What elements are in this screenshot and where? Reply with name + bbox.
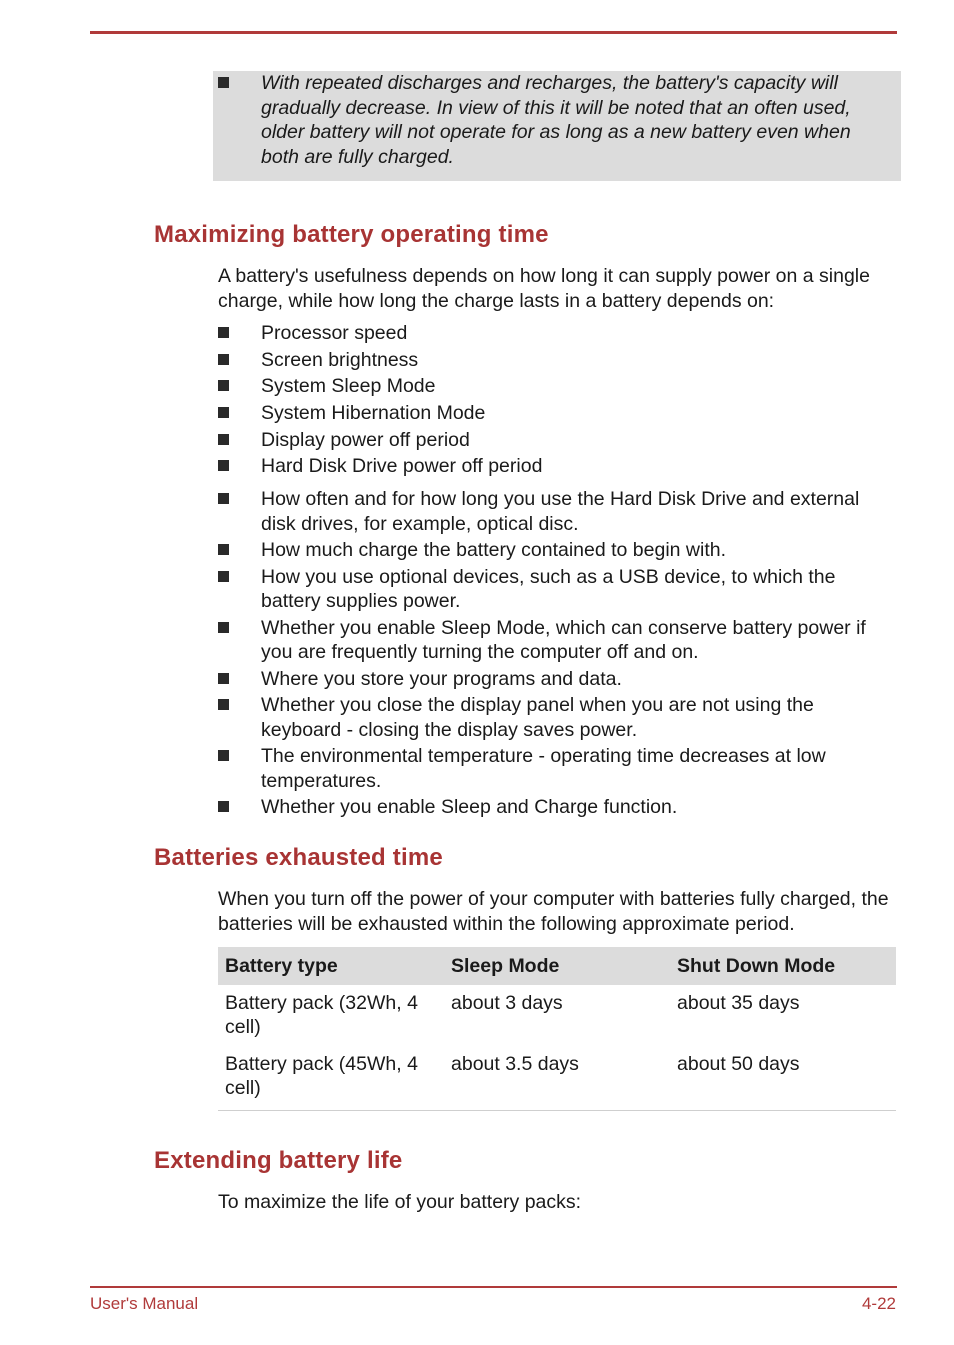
list-item: Whether you enable Sleep and Charge function. [218, 795, 898, 820]
bullet-square-icon [218, 544, 229, 555]
footer-page-number: 4-22 [861, 1294, 896, 1313]
section-intro-exhausted: When you turn off the power of your computer with batteries fully charged, the batteries will be exhausted within the following approximate period. [218, 888, 889, 935]
table-cell: Battery pack (32Wh, 4 cell) [225, 992, 418, 1038]
list-item: Screen brightness [218, 348, 898, 375]
table-cell: about 50 days [670, 1046, 896, 1111]
section-intro-extending: To maximize the life of your battery packs: [218, 1191, 582, 1213]
section-heading-extending: Extending battery life [154, 1147, 403, 1174]
bullet-square-icon [218, 407, 229, 418]
bullet-square-icon [218, 327, 229, 338]
list-item: System Sleep Mode [218, 374, 898, 401]
table-header-cell: Sleep Mode [444, 947, 670, 985]
table-header-cell: Shut Down Mode [670, 947, 896, 985]
list-item: How often and for how long you use the Hard Disk Drive and external disk drives, for example, optical disc. [218, 487, 898, 536]
list-item: System Hibernation Mode [218, 401, 898, 428]
list-item: How much charge the battery contained to begin with. [218, 538, 898, 563]
note-box [213, 71, 901, 181]
bullet-square-icon [218, 77, 229, 88]
table-cell: about 3 days [451, 992, 563, 1014]
list-item: How you use optional devices, such as a USB device, to which the battery supplies power. [218, 565, 898, 614]
bullet-square-icon [218, 750, 229, 761]
bullet-square-icon [218, 673, 229, 684]
table-header-cell: Battery type [218, 947, 444, 985]
list-item: Display power off period [218, 428, 898, 455]
bullet-square-icon [218, 801, 229, 812]
list-item: The environmental temperature - operating time decreases at low temperatures. [218, 744, 898, 793]
section-heading-maximizing: Maximizing battery operating time [154, 221, 549, 248]
bullet-square-icon [218, 434, 229, 445]
section-heading-exhausted: Batteries exhausted time [154, 844, 443, 871]
table-row [218, 985, 896, 1046]
list-item: Processor speed [218, 321, 898, 348]
note-text: With repeated discharges and recharges, the battery's capacity will gradually decrease. In view of this it will be noted that an often used, older battery will not operate for as long as a new battery even when both are fully charged. [261, 72, 851, 168]
bullet-square-icon [218, 493, 229, 504]
bullet-square-icon [218, 622, 229, 633]
list-item: Whether you close the display panel when you are not using the keyboard - closing the display saves power. [218, 693, 898, 742]
factor-list-a [218, 321, 898, 481]
bullet-square-icon [218, 460, 229, 471]
table-cell: about 35 days [677, 992, 800, 1014]
header-rule [90, 31, 897, 34]
bullet-square-icon [218, 699, 229, 710]
footer-manual-title: User's Manual [90, 1294, 199, 1313]
table-cell: Battery pack (45Wh, 4 cell) [218, 1046, 444, 1111]
bullet-square-icon [218, 354, 229, 365]
bullet-square-icon [218, 571, 229, 582]
list-item: Hard Disk Drive power off period [218, 454, 898, 481]
battery-time-table [218, 947, 896, 1111]
section-intro-maximizing: A battery's usefulness depends on how long it can supply power on a single charge, while how long the charge lasts in a battery depends on: [218, 265, 870, 312]
table-header-row [218, 947, 896, 985]
table-row [218, 1046, 896, 1111]
list-item: Where you store your programs and data. [218, 667, 898, 692]
list-item: Whether you enable Sleep Mode, which can conserve battery power if you are frequently turning the computer off and on. [218, 616, 898, 665]
table-cell: about 3.5 days [444, 1046, 670, 1111]
footer-rule [90, 1286, 897, 1288]
factor-list-b [218, 487, 898, 820]
bullet-square-icon [218, 380, 229, 391]
